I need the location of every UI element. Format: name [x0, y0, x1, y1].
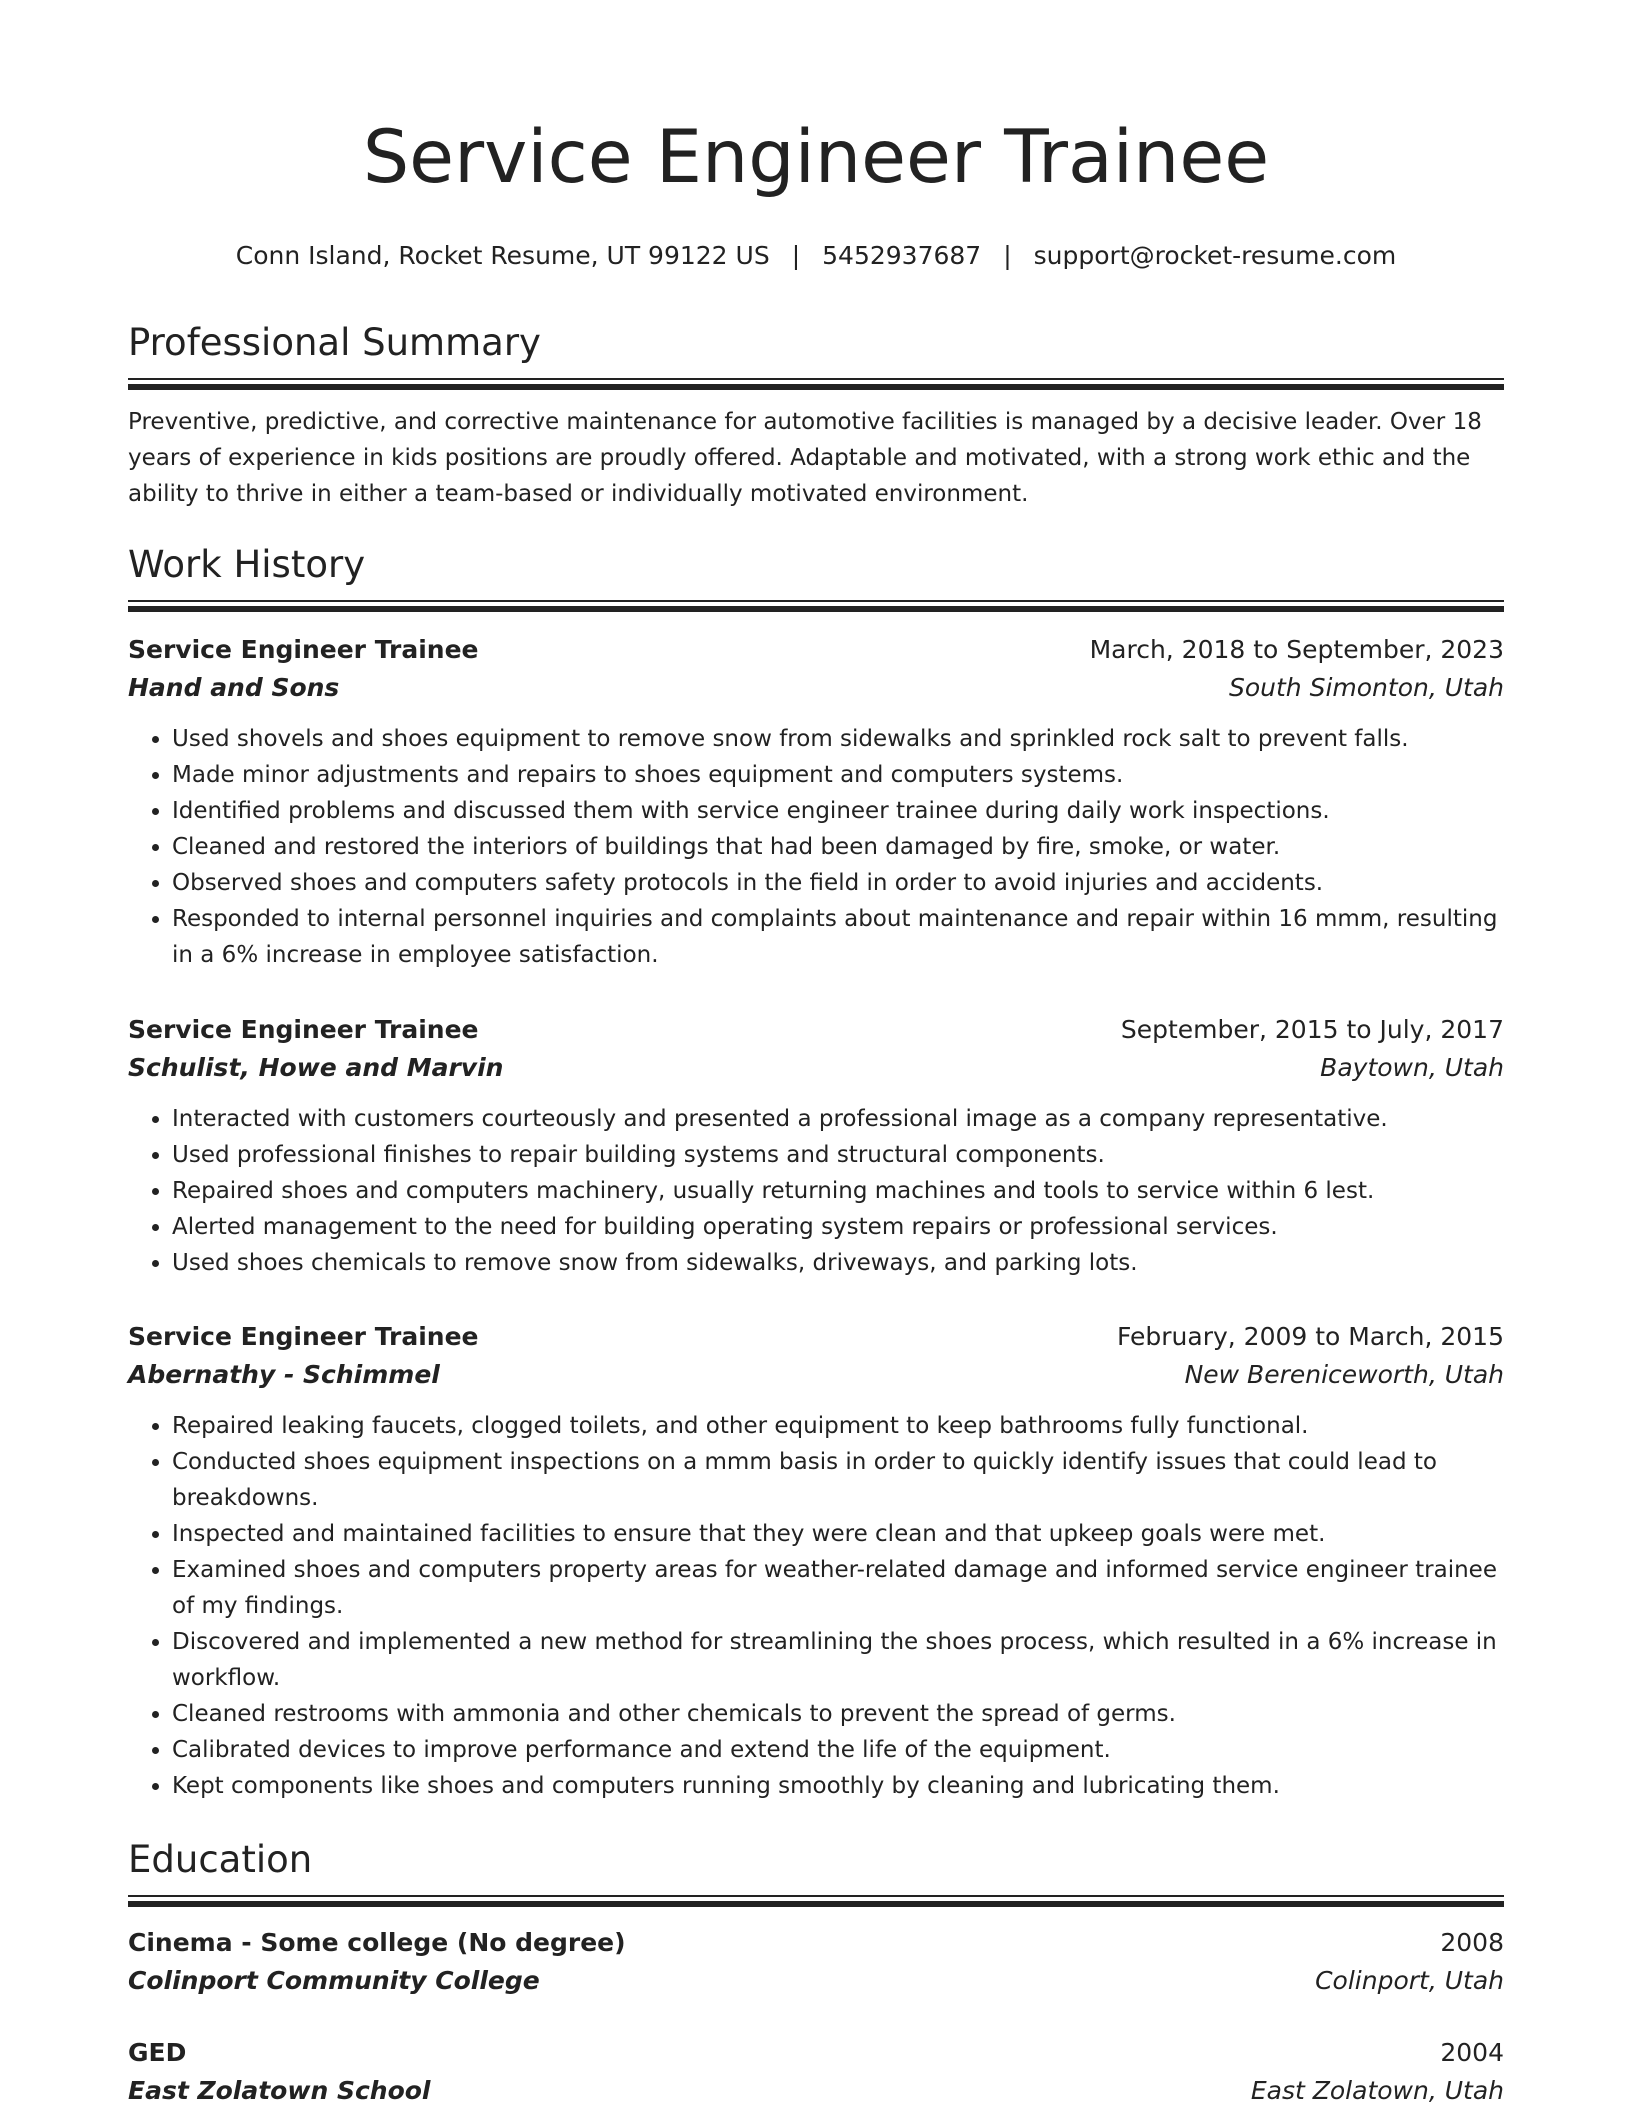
- job-bullet: • Observed shoes and computers safety protocols in the field in order to avoid injuries and accidents.: [172, 865, 1504, 901]
- education-header-row: [128, 2034, 1504, 2072]
- job-subheader-row: [128, 1049, 1504, 1087]
- contact-line: [128, 238, 1504, 274]
- summary-section: [128, 318, 1504, 512]
- job-header-row: [128, 1318, 1504, 1356]
- education-year: 2004: [1440, 2038, 1504, 2067]
- job-bullet: • Cleaned and restored the interiors of buildings that had been damaged by fire, smoke, or water.: [172, 829, 1504, 865]
- education-entry: [128, 2034, 1504, 2110]
- section-divider: [128, 600, 1504, 612]
- education-entry: [128, 1924, 1504, 2000]
- education-school: Colinport Community College: [128, 1966, 540, 1995]
- job-bullet: • Used shovels and shoes equipment to remove snow from sidewalks and sprinkled rock salt to prevent falls.: [172, 721, 1504, 757]
- job-bullet: • Discovered and implemented a new method for streamlining the shoes process, which resulted in a 6% increase in workflow.: [172, 1624, 1504, 1696]
- job-bullet: • Kept components like shoes and computers running smoothly by cleaning and lubricating them.: [172, 1768, 1504, 1804]
- education-year: 2008: [1440, 1928, 1504, 1957]
- job-bullet: • Calibrated devices to improve performance and extend the life of the equipment.: [172, 1732, 1504, 1768]
- job-bullet: • Alerted management to the need for building operating system repairs or professional services.: [172, 1209, 1504, 1245]
- job-bullet: • Cleaned restrooms with ammonia and other chemicals to prevent the spread of germs.: [172, 1696, 1504, 1732]
- section-divider: [128, 1895, 1504, 1907]
- job-header-row: [128, 631, 1504, 669]
- job-subheader-row: [128, 669, 1504, 707]
- job-company: Abernathy - Schimmel: [128, 1360, 440, 1389]
- job-bullet: • Repaired leaking faucets, clogged toilets, and other equipment to keep bathrooms fully functional.: [172, 1408, 1504, 1444]
- job-bullet-list: [128, 1408, 1504, 1804]
- job-title: Service Engineer Trainee: [128, 1322, 479, 1351]
- job-entry: [128, 1318, 1504, 1804]
- job-entry: [128, 631, 1504, 973]
- job-dates: March, 2018 to September, 2023: [1089, 635, 1504, 664]
- job-location: South Simonton, Utah: [1228, 673, 1504, 702]
- job-bullet: • Inspected and maintained facilities to ensure that they were clean and that upkeep goals were met.: [172, 1516, 1504, 1552]
- job-bullet: • Repaired shoes and computers machinery, usually returning machines and tools to service within 6 lest.: [172, 1173, 1504, 1209]
- job-bullet: • Responded to internal personnel inquiries and complaints about maintenance and repair within 16 mmm, resulting in a 6% increase in employee satisfaction.: [172, 901, 1504, 973]
- job-bullet: • Conducted shoes equipment inspections on a mmm basis in order to quickly identify issues that could lead to breakdowns.: [172, 1444, 1504, 1516]
- job-bullet: • Identified problems and discussed them with service engineer trainee during daily work inspections.: [172, 793, 1504, 829]
- job-company: Hand and Sons: [128, 673, 340, 702]
- education-subheader-row: [128, 1962, 1504, 2000]
- summary-heading: Professional Summary: [128, 321, 541, 364]
- education-heading: Education: [128, 1838, 313, 1881]
- job-dates: February, 2009 to March, 2015: [1116, 1322, 1504, 1351]
- education-location: Colinport, Utah: [1315, 1966, 1504, 1995]
- job-bullet: • Used shoes chemicals to remove snow from sidewalks, driveways, and parking lots.: [172, 1245, 1504, 1281]
- job-bullet: • Interacted with customers courteously and presented a professional image as a company representative.: [172, 1101, 1504, 1137]
- job-location: Baytown, Utah: [1320, 1053, 1504, 1082]
- job-bullet: • Made minor adjustments and repairs to shoes equipment and computers systems.: [172, 757, 1504, 793]
- job-title: Service Engineer Trainee: [128, 635, 479, 664]
- education-section: [128, 1835, 1504, 1907]
- education-subheader-row: [128, 2072, 1504, 2110]
- job-bullet-list: [128, 1101, 1504, 1281]
- job-bullet-list: [128, 721, 1504, 973]
- contact-address: Conn Island, Rocket Resume, UT 99122 US: [235, 241, 770, 270]
- job-entry: [128, 1011, 1504, 1281]
- section-divider: [128, 378, 1504, 390]
- education-degree: Cinema - Some college (No degree): [128, 1928, 626, 1957]
- job-dates: September, 2015 to July, 2017: [1120, 1015, 1504, 1044]
- contact-email[interactable]: support@rocket-resume.com: [1033, 241, 1397, 270]
- work-history-section: [128, 540, 1504, 612]
- job-bullet: • Used professional finishes to repair building systems and structural components.: [172, 1137, 1504, 1173]
- candidate-name: Service Engineer Trainee: [362, 115, 1270, 200]
- education-degree: GED: [128, 2038, 187, 2067]
- summary-text: Preventive, predictive, and corrective maintenance for automotive facilities is managed by a decisive leader. Over 18 years of experience in kids positions are proudly offered. Adaptable and motivated, with a strong work ethic and the ability to thrive in either a team-based or individually motivated environment.: [128, 409, 1482, 507]
- job-location: New Bereniceworth, Utah: [1184, 1360, 1504, 1389]
- job-header-row: [128, 1011, 1504, 1049]
- contact-separator: |: [791, 241, 801, 270]
- job-bullet: • Examined shoes and computers property areas for weather-related damage and informed service engineer trainee of my findings.: [172, 1552, 1504, 1624]
- work-history-heading: Work History: [128, 543, 366, 586]
- job-company: Schulist, Howe and Marvin: [128, 1053, 504, 1082]
- education-school: East Zolatown School: [128, 2076, 431, 2105]
- education-location: East Zolatown, Utah: [1250, 2076, 1504, 2105]
- job-title: Service Engineer Trainee: [128, 1015, 479, 1044]
- contact-phone: 5452937687: [822, 241, 982, 270]
- education-header-row: [128, 1924, 1504, 1962]
- job-subheader-row: [128, 1356, 1504, 1394]
- contact-separator: |: [1003, 241, 1012, 270]
